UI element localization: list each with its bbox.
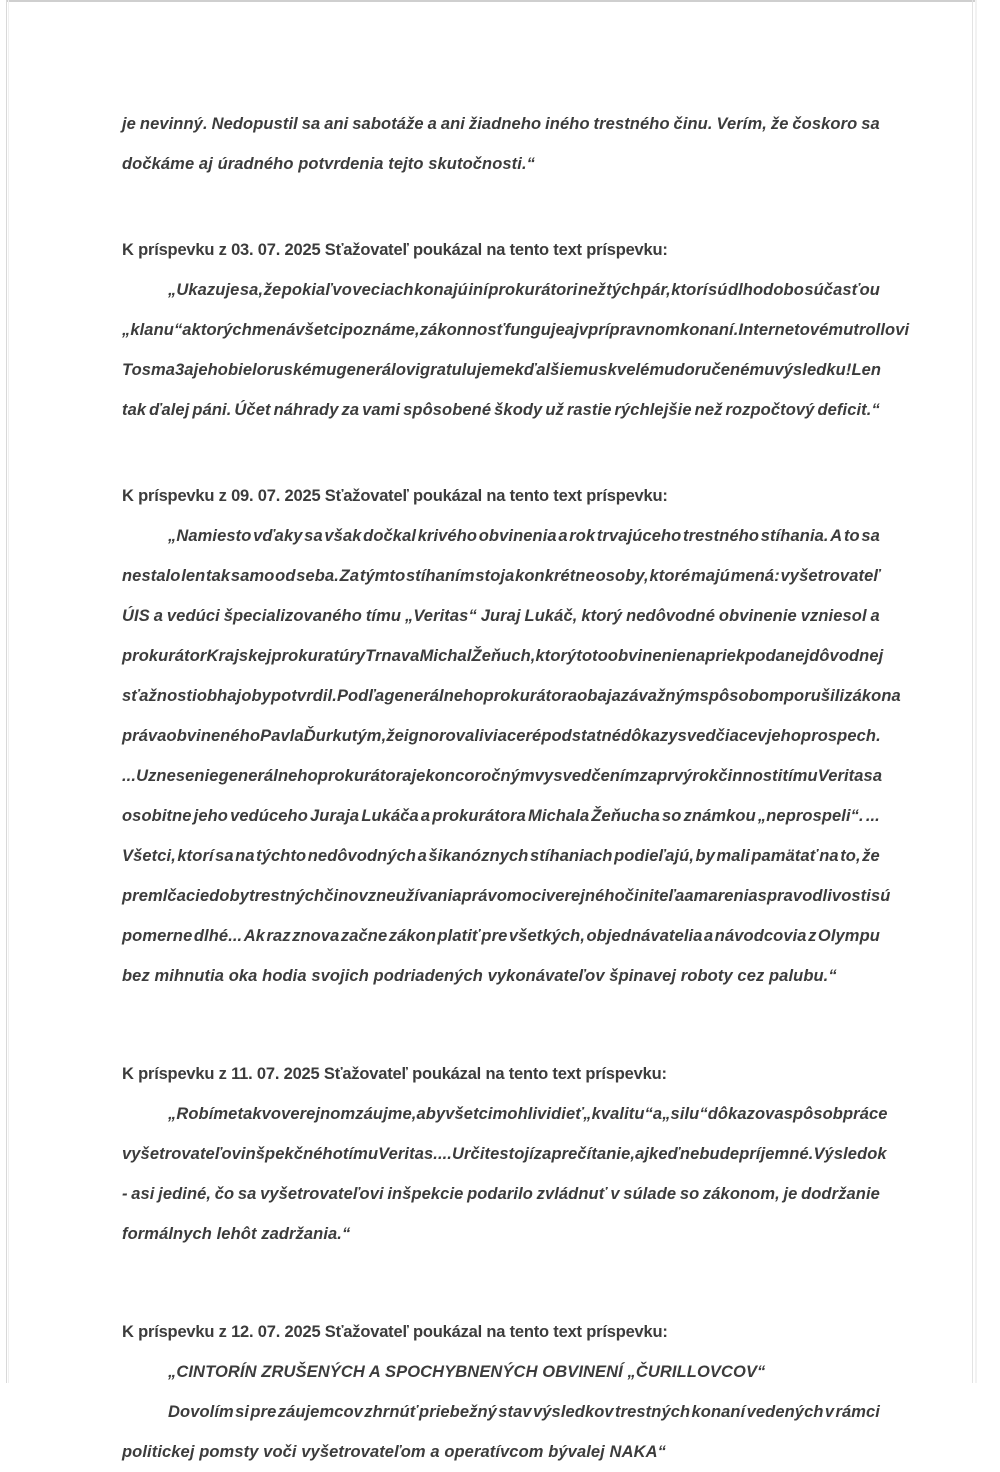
text-line: - asi jediné, čo sa vyšetrovateľovi inšpekcie podarilo zvládnuť v súlade so zákonom, je dodržanie <box>122 1185 880 1203</box>
scan-edge-right <box>972 0 973 1383</box>
section-heading: K príspevku z 11. 07. 2025 Sťažovateľ poukázal na tento text príspevku: <box>122 1065 667 1083</box>
text-line: formálnych lehôt zadržania.“ <box>122 1225 351 1243</box>
section-gap <box>122 184 880 230</box>
paragraph-continued-quote <box>122 104 880 184</box>
text-line: dočkáme aj úradného potvrdenia tejto skutočnosti.“ <box>122 155 535 173</box>
section-heading: K príspevku z 03. 07. 2025 Sťažovateľ poukázal na tento text príspevku: <box>122 241 668 259</box>
scan-edge-top <box>6 0 976 2</box>
paragraph-quote-title <box>122 1352 880 1392</box>
scan-edge-left <box>6 0 7 1383</box>
quote-title: „CINTORÍN ZRUŠENÝCH A SPOCHYBNENÝCH OBVINENÍ „ČURILLOVCOV“ <box>168 1363 766 1381</box>
text-line: „klanu“ a ktorých mená všetci poznáme, zákonnosť funguje aj v prípravnom konaní. Internetovému trollovi <box>122 321 910 339</box>
text-line: Tosma3 a jeho bieloruskému generálovi gratulujeme k ďalšiemu skvelému doručenému výsledku! Len <box>122 361 882 379</box>
paragraph-heading-03-07-2025 <box>122 230 880 270</box>
paragraph-heading-12-07-2025 <box>122 1312 880 1352</box>
text-line: osobitne jeho vedúceho Juraja Lukáča a prokurátora Michala Žeňucha so známkou „neprospeli“. ... <box>122 807 880 825</box>
paragraph-quote-12-07-2025 <box>122 1392 880 1472</box>
text-line: nestalo len tak samo od seba. Za týmto stíhaním stoja konkrétne osoby, ktoré majú mená: vyšetrovateľ <box>122 567 880 585</box>
paragraph-heading-11-07-2025 <box>122 1054 880 1094</box>
text-line: sťažnosti obhajoby potvrdil. Podľa generálneho prokurátora obaja závažným spôsobom porušili zákon a <box>122 687 901 705</box>
text-line: vyšetrovateľov inšpekčného tímu Veritas. ... Určite stojí za prečítanie, aj keď nebude príjemné. Výsledok <box>122 1145 887 1163</box>
text-line: „Ukazuje sa, že pokiaľ vo veciach konajú iní prokurátori než tých pár, ktorí sú dlhodobo súčasťou <box>168 281 880 299</box>
section-heading: K príspevku z 09. 07. 2025 Sťažovateľ poukázal na tento text príspevku: <box>122 487 668 505</box>
text-line: prokurátor Krajskej prokuratúry Trnava Michal Žeňuch, ktorý toto obvinenie napriek podanej dôvodnej <box>122 647 884 665</box>
section-gap <box>122 996 880 1054</box>
text-line: politickej pomsty voči vyšetrovateľom a operatívcom bývalej NAKA“ <box>122 1443 666 1461</box>
paragraph-quote-03-07-2025 <box>122 270 910 430</box>
text-line: je nevinný. Nedopustil sa ani sabotáže a ani žiadneho iného trestného činu. Verím, že čoskoro sa <box>122 115 880 133</box>
document-text-column <box>122 104 910 1472</box>
section-gap <box>122 430 880 476</box>
text-line: ... Uznesenie generálneho prokurátora je koncoročným vysvedčením za prvý rok činnosti tímu Veritas a <box>122 767 883 785</box>
scan-edge-right-secondary <box>975 0 977 1383</box>
paragraph-quote-11-07-2025 <box>122 1094 888 1254</box>
text-line: pomerne dlhé... Ak raz znova začne zákon platiť pre všetkých, objednávatelia a návodcovia z Olympu <box>122 927 880 945</box>
section-gap <box>122 1254 880 1312</box>
text-line: bez mihnutia oka hodia svojich podriadených vykonávateľov špinavej roboty cez palubu.“ <box>122 967 837 985</box>
text-line: „Namiesto vďaky sa však dočkal krivého obvinenia a rok trvajúceho trestného stíhania. A to sa <box>168 527 880 545</box>
text-line: Dovolím si pre záujemcov zhrnúť priebežný stav výsledkov trestných konaní vedených v rámci <box>168 1403 880 1421</box>
text-line: ÚIS a vedúci špecializovaného tímu „Veritas“ Juraj Lukáč, ktorý nedôvodné obvinenie vzniesol a <box>122 607 880 625</box>
section-heading: K príspevku z 12. 07. 2025 Sťažovateľ poukázal na tento text príspevku: <box>122 1323 668 1341</box>
paragraph-quote-09-07-2025 <box>122 516 901 996</box>
text-line: tak ďalej páni. Účet náhrady za vami spôsobené škody už rastie rýchlejšie než rozpočtový deficit.“ <box>122 401 880 419</box>
scan-edge-left-secondary <box>8 0 9 1383</box>
text-line: premlčacie doby trestných činov zneužívania právomoci verejného činiteľa a marenia spravodlivosti sú <box>122 887 891 905</box>
text-line: „Robíme tak vo verejnom záujme, aby všetci mohli vidieť „kvalitu“ a „silu“ dôkazov a spôsob práce <box>168 1105 888 1123</box>
text-line: práva obvineného Pavla Ďurku tým, že ignorovali viaceré podstatné dôkazy svedčiace v jeho prospech. <box>122 727 881 745</box>
paragraph-heading-09-07-2025 <box>122 476 880 516</box>
text-line: Všetci, ktorí sa na týchto nedôvodných a šikanóznych stíhaniach podieľajú, by mali pamätať na to, že <box>122 847 880 865</box>
